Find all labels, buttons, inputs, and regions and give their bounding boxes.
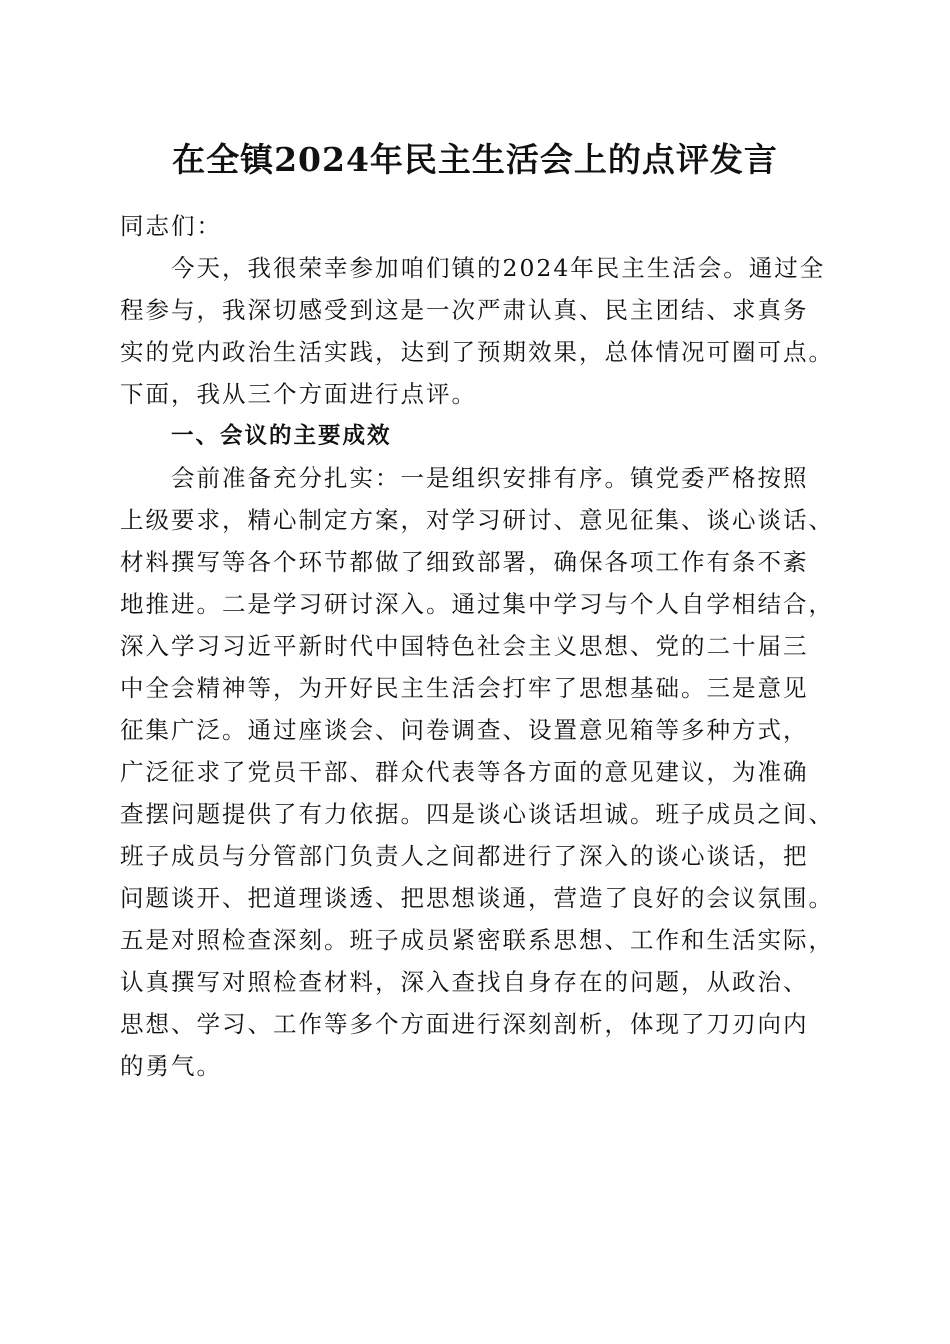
paragraph-line: 地推进。二是学习研讨深入。通过集中学习与个人自学相结合， [120,590,834,618]
section-paragraph [120,457,840,1087]
paragraph-line: 查摆问题提供了有力依据。四是谈心谈话坦诚。班子成员之间、 [120,800,834,828]
paragraph-line: 会前准备充分扎实：一是组织安排有序。镇党委严格按照 [171,464,809,492]
paragraph-line: 征集广泛。通过座谈会、问卷调查、设置意见箱等多种方式， [120,716,809,744]
paragraph-line: 实的党内政治生活实践，达到了预期效果，总体情况可圈可点。 [120,338,834,366]
paragraph-line: 今天，我很荣幸参加咱们镇的2024年民主生活会。通过全 [171,254,826,282]
paragraph-line: 程参与，我深切感受到这是一次严肃认真、民主团结、求真务 [120,296,809,324]
salutation: 同志们： [120,212,222,240]
section-heading: 一、会议的主要成效 [171,423,392,449]
intro-paragraph [120,247,840,415]
paragraph-line: 深入学习习近平新时代中国特色社会主义思想、党的二十届三 [120,632,809,660]
paragraph-line: 思想、学习、工作等多个方面进行深刻剖析，体现了刀刃向内 [120,1010,809,1038]
paragraph-line: 中全会精神等，为开好民主生活会打牢了思想基础。三是意见 [120,674,809,702]
paragraph-line: 问题谈开、把道理谈透、把思想谈通，营造了良好的会议氛围。 [120,884,834,912]
paragraph-line: 班子成员与分管部门负责人之间都进行了深入的谈心谈话，把 [120,842,809,870]
paragraph-line: 上级要求，精心制定方案，对学习研讨、意见征集、谈心谈话、 [120,506,834,534]
paragraph-line: 广泛征求了党员干部、群众代表等各方面的意见建议，为准确 [120,758,809,786]
paragraph-line: 的勇气。 [120,1052,222,1080]
paragraph-line: 下面，我从三个方面进行点评。 [120,380,477,408]
document-body [120,205,840,1087]
paragraph-line: 材料撰写等各个环节都做了细致部署，确保各项工作有条不紊 [120,548,809,576]
document-title: 在全镇2024年民主生活会上的点评发言 [172,140,778,179]
paragraph-line: 认真撰写对照检查材料，深入查找自身存在的问题，从政治、 [120,968,809,996]
paragraph-line: 五是对照检查深刻。班子成员紧密联系思想、工作和生活实际， [120,926,834,954]
